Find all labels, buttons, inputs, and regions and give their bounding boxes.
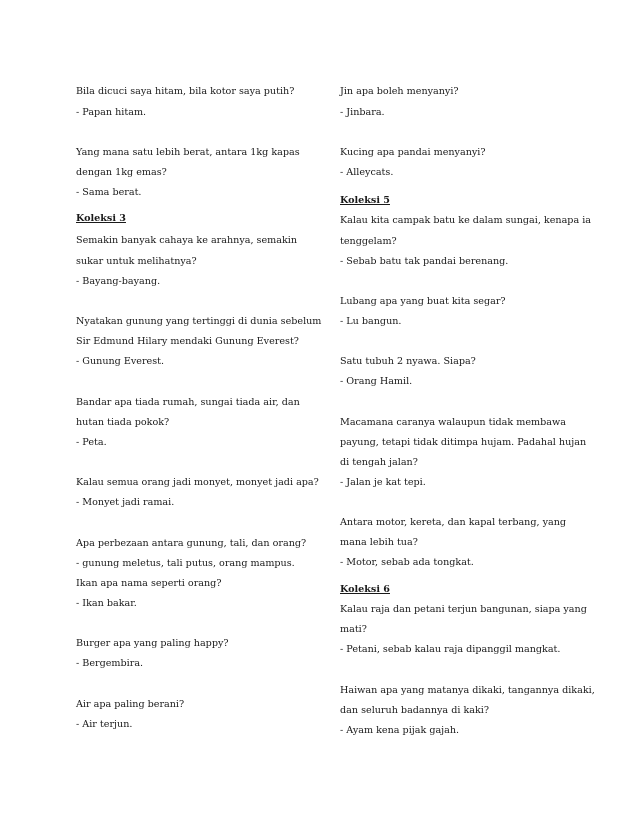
riddle-answer: - gunung meletus, tali putus, orang mampus. xyxy=(76,558,295,569)
riddle-answer: - Bayang-bayang. xyxy=(76,276,161,287)
riddle-answer: - Bergembira. xyxy=(76,658,144,669)
riddle-answer: - Ayam kena pijak gajah. xyxy=(340,725,460,736)
riddle-question: Nyatakan gunung yang tertinggi di dunia sebelum xyxy=(76,316,322,327)
riddle-question: Apa perbezaan antara gunung, tali, dan orang? xyxy=(76,538,307,549)
riddle-question: mati? xyxy=(340,624,367,635)
riddle-question: Jin apa boleh menyanyi? xyxy=(340,86,459,97)
riddle-question: dengan 1kg emas? xyxy=(76,167,167,178)
riddle-question: Kalau raja dan petani terjun bangunan, siapa yang xyxy=(340,604,587,615)
riddle-answer: - Sama berat. xyxy=(76,187,142,198)
riddle-answer: - Petani, sebab kalau raja dipanggil mangkat. xyxy=(340,644,561,655)
riddle-answer: - Alleycats. xyxy=(340,167,394,178)
riddle-answer: - Papan hitam. xyxy=(76,107,147,118)
riddle-question: hutan tiada pokok? xyxy=(76,417,170,428)
riddle-question: Lubang apa yang buat kita segar? xyxy=(340,296,506,307)
section-heading: Koleksi 3 xyxy=(76,213,126,224)
section-heading: Koleksi 5 xyxy=(340,195,390,206)
riddle-answer: - Jalan je kat tepi. xyxy=(340,477,426,488)
riddle-question: dan seluruh badannya di kaki? xyxy=(340,705,490,716)
riddle-question: sukar untuk melihatnya? xyxy=(76,256,197,267)
riddle-question: Haiwan apa yang matanya dikaki, tangannya dikaki, xyxy=(340,685,595,696)
riddle-answer: - Ikan bakar. xyxy=(76,598,137,609)
section-heading: Koleksi 6 xyxy=(340,584,390,595)
riddle-question: Kalau semua orang jadi monyet, monyet jadi apa? xyxy=(76,477,319,488)
riddle-question: Semakin banyak cahaya ke arahnya, semakin xyxy=(76,235,298,246)
riddle-question: Bandar apa tiada rumah, sungai tiada air, dan xyxy=(76,397,300,408)
riddle-question: Air apa paling berani? xyxy=(76,699,185,710)
riddle-question: Satu tubuh 2 nyawa. Siapa? xyxy=(340,356,476,367)
riddle-question: Kalau kita campak batu ke dalam sungai, kenapa ia xyxy=(340,215,592,226)
riddle-question: Antara motor, kereta, dan kapal terbang, yang xyxy=(340,517,567,528)
riddle-question: Macamana caranya walaupun tidak membawa xyxy=(340,417,566,428)
riddle-question: Burger apa yang paling happy? xyxy=(76,638,229,649)
riddle-question: tenggelam? xyxy=(340,236,397,247)
riddle-question: di tengah jalan? xyxy=(340,457,418,468)
riddle-question: Ikan apa nama seperti orang? xyxy=(76,578,222,589)
riddle-answer: - Orang Hamil. xyxy=(340,376,413,387)
riddle-question: Yang mana satu lebih berat, antara 1kg kapas xyxy=(76,147,300,158)
riddle-answer: - Peta. xyxy=(76,437,107,448)
riddle-answer: - Motor, sebab ada tongkat. xyxy=(340,557,474,568)
riddle-answer: - Lu bangun. xyxy=(340,316,402,327)
riddle-answer: - Gunung Everest. xyxy=(76,356,165,367)
riddle-question: payung, tetapi tidak ditimpa hujam. Padahal hujan xyxy=(340,437,587,448)
riddle-question: Sir Edmund Hilary mendaki Gunung Everest? xyxy=(76,336,299,347)
riddle-answer: - Air terjun. xyxy=(76,719,133,730)
riddle-question: Bila dicuci saya hitam, bila kotor saya putih? xyxy=(76,86,295,97)
riddle-question: mana lebih tua? xyxy=(340,537,418,548)
riddle-question: Kucing apa pandai menyanyi? xyxy=(340,147,486,158)
riddle-answer: - Jinbara. xyxy=(340,107,385,118)
riddle-answer: - Sebab batu tak pandai berenang. xyxy=(340,256,509,267)
riddle-answer: - Monyet jadi ramai. xyxy=(76,497,175,508)
